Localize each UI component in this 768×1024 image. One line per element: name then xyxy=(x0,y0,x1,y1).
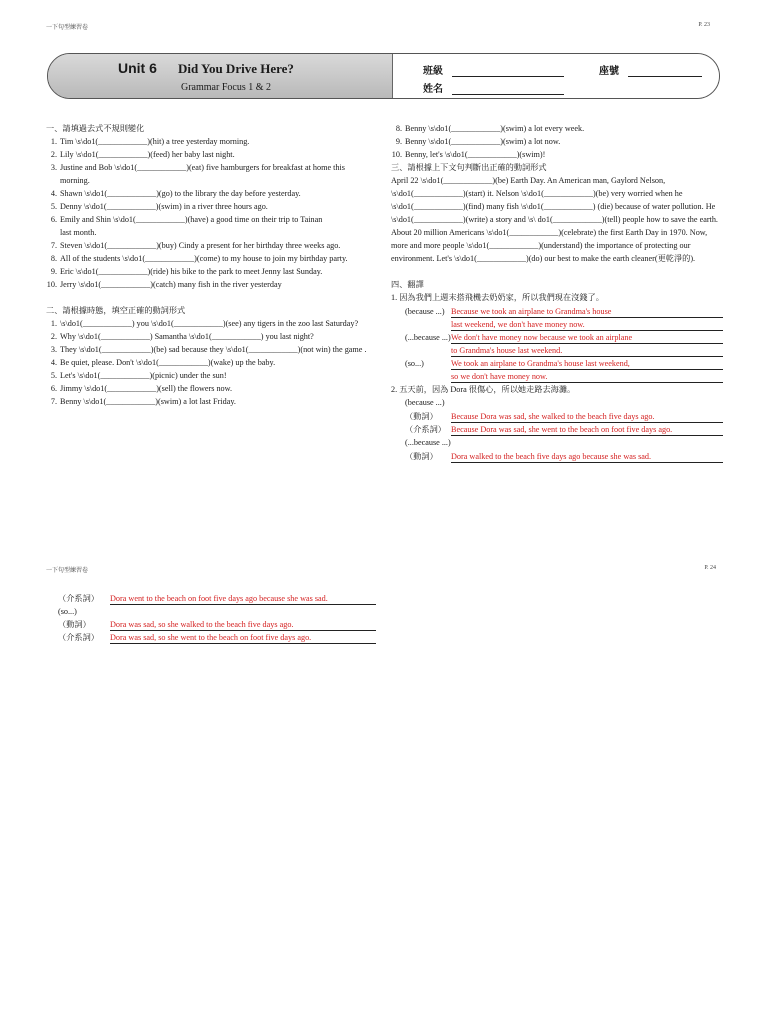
question-1: 1. 因為我們上週末搭飛機去奶奶家，所以我們現在沒錢了。 xyxy=(391,293,604,302)
answer-row xyxy=(391,370,723,383)
list-item: 9. Eric \s\do1(____________)(ride) his bike to the park to meet Jenny last Sunday. xyxy=(50,267,323,276)
page-number: P. 23 xyxy=(698,22,710,28)
list-item: 3. Justine and Bob \s\do1(____________)(eat) five hamburgers for breakfast at home this morning. xyxy=(50,163,345,185)
answer-row: （介系詞） Because Dora was sad, she went to the beach on foot five days ago. xyxy=(391,423,723,436)
list-item: 2. Lily \s\do1(____________)(feed) her baby last night. xyxy=(50,150,235,159)
answer-line[interactable]: Dora was sad, so she walked to the beach five days ago. xyxy=(110,618,376,631)
title-banner xyxy=(47,53,720,99)
name-blank[interactable] xyxy=(452,84,564,95)
list-item: 8. All of the students \s\do1(____________)(come) to my house to join my birthday party. xyxy=(50,254,348,263)
list-item: 10. Jerry \s\do1(____________)(catch) many fish in the river yesterday xyxy=(46,280,282,289)
page-number-p2: P. 24 xyxy=(704,565,716,571)
answer-line[interactable]: so we don't have money now. xyxy=(451,370,723,383)
name-field[interactable] xyxy=(423,80,564,95)
spacer xyxy=(46,291,376,304)
answer-line[interactable]: Because Dora was sad, she went to the beach on foot five days ago. xyxy=(451,423,723,436)
running-head-left: 一下句型練習卷 xyxy=(46,25,89,31)
list-item: 5. Let's \s\do1(____________)(picnic) under the sun! xyxy=(50,371,227,380)
list-item: 4. Be quiet, please. Don't \s\do1(____________)(wake) up the baby. xyxy=(50,358,276,367)
q2-answers-b xyxy=(391,450,723,463)
right-column xyxy=(391,122,723,463)
list-item: 1. \s\do1(____________) you \s\do1(____________)(see) any tigers in the zoo last Saturday? xyxy=(50,319,359,328)
section3-heading: 三、請根據上下文句判斷出正確的動詞形式 xyxy=(391,163,547,172)
section2-heading: 二、請根據時態，填空正確的動詞形式 xyxy=(46,306,186,315)
p2-so-label: (so...) xyxy=(58,607,77,616)
name-label: 姓名 xyxy=(423,84,443,95)
list-item: 9. Benny \s\do1(____________)(swim) a lot now. xyxy=(395,137,561,146)
unit-subtitle: Grammar Focus 1 & 2 xyxy=(181,82,271,93)
list-item: 2. Why \s\do1(____________) Samantha \s\do1(____________) you last night? xyxy=(50,332,314,341)
seat-label: 座號 xyxy=(599,66,619,77)
question-2: 2. 五天前，因為 Dora 很傷心，所以她走路去海灘。 xyxy=(391,385,576,394)
section4-heading: 四、翻譯 xyxy=(391,280,424,289)
answer-row: （動詞） Dora was sad, so she walked to the beach five days ago. xyxy=(58,618,388,631)
section3-paragraph: April 22 \s\do1(____________)(be) Earth Day. An American man, Gaylord Nelson, \s\do1(____________)(start) it. Nelson \s\do1(____________)(be) very worried when he \s\do1(____________)(find) many fish \s\do1(____________) (die) because of water pollution. He \s\do1(____________)(write) a story and \s\ do1(____________)(tell) people how to save the earth. About 20 million Americans \s\do1(____________)(celebrate) the first Earth Day in 1970. Now, more and more people \s\do1(____________)(understand) the importance of protecting our environment. Let's \s\do1(____________)(do) our best to make the earth cleaner(更乾淨的). xyxy=(391,176,718,263)
answer-line[interactable]: Because Dora was sad, she walked to the beach five days ago. xyxy=(451,410,723,423)
answer-row: (...because ...) We don't have money now because we took an airplane xyxy=(391,331,723,344)
list-item: 3. They \s\do1(____________)(be) sad because they \s\do1(____________)(not win) the game . xyxy=(50,345,367,354)
answer-row: (because ...) Because we took an airplane to Grandma's house xyxy=(391,305,723,318)
list-item: 6. Jimmy \s\do1(____________)(sell) the flowers now. xyxy=(50,384,233,393)
answer-row: (so...) We took an airplane to Grandma's house last weekend, xyxy=(391,357,723,370)
class-label: 班級 xyxy=(423,66,443,77)
page2-answers xyxy=(58,592,388,644)
answer-line[interactable]: We don't have money now because we took an airplane xyxy=(451,331,723,344)
list-item: 6. Emily and Shin \s\do1(____________)(have) a good time on their trip to Tainan xyxy=(50,215,323,224)
answer-row: （動詞） Because Dora was sad, she walked to the beach five days ago. xyxy=(391,410,723,423)
spacer xyxy=(391,265,723,278)
title-panel xyxy=(48,54,393,98)
q1-answers xyxy=(391,305,723,383)
class-field[interactable] xyxy=(423,62,564,77)
unit-label: Unit 6 xyxy=(118,60,157,76)
left-column xyxy=(46,122,376,408)
list-item: 8. Benny \s\do1(____________)(swim) a lot every week. xyxy=(395,124,585,133)
list-item: 10. Benny, let's \s\do1(____________)(swim)! xyxy=(391,150,546,159)
answer-line[interactable]: to Grandma's house last weekend. xyxy=(451,344,723,357)
answer-row: （介系詞） Dora went to the beach on foot five days ago because she was sad. xyxy=(58,592,388,605)
running-head-left-p2: 一下句型練習卷 xyxy=(46,568,89,574)
list-item: last month. xyxy=(60,228,97,237)
answer-line[interactable]: last weekend, we don't have money now. xyxy=(451,318,723,331)
q2-because-label: (because ...) xyxy=(405,398,445,407)
answer-row: （動詞） Dora walked to the beach five days ago because she was sad. xyxy=(391,450,723,463)
seat-field[interactable] xyxy=(599,62,702,77)
list-item: 1. Tim \s\do1(____________)(hit) a tree yesterday morning. xyxy=(50,137,250,146)
student-info-panel xyxy=(393,54,719,98)
answer-line[interactable]: Dora went to the beach on foot five days ago because she was sad. xyxy=(110,592,376,605)
list-item: 7. Steven \s\do1(____________)(buy) Cindy a present for her birthday three weeks ago. xyxy=(50,241,341,250)
answer-row xyxy=(391,318,723,331)
list-item: 7. Benny \s\do1(____________)(swim) a lot last Friday. xyxy=(50,397,236,406)
list-item: 5. Denny \s\do1(____________)(swim) in a river three hours ago. xyxy=(50,202,268,211)
answer-row xyxy=(391,344,723,357)
answer-line[interactable]: Dora was sad, so she went to the beach on foot five days ago. xyxy=(110,631,376,644)
answer-line[interactable]: We took an airplane to Grandma's house last weekend, xyxy=(451,357,723,370)
answer-line[interactable]: Dora walked to the beach five days ago because she was sad. xyxy=(451,450,723,463)
section1-heading: 一、請填過去式不規則變化 xyxy=(46,124,145,133)
answer-line[interactable]: Because we took an airplane to Grandma's house xyxy=(451,305,723,318)
list-item: 4. Shawn \s\do1(____________)(go) to the library the day before yesterday. xyxy=(50,189,301,198)
unit-title: Did You Drive Here? xyxy=(178,61,294,76)
answer-row: （介系詞） Dora was sad, so she went to the beach on foot five days ago. xyxy=(58,631,388,644)
q2-answers xyxy=(391,410,723,436)
q2-because2-label: (...because ...) xyxy=(405,438,451,447)
class-blank[interactable] xyxy=(452,66,564,77)
seat-blank[interactable] xyxy=(628,66,702,77)
